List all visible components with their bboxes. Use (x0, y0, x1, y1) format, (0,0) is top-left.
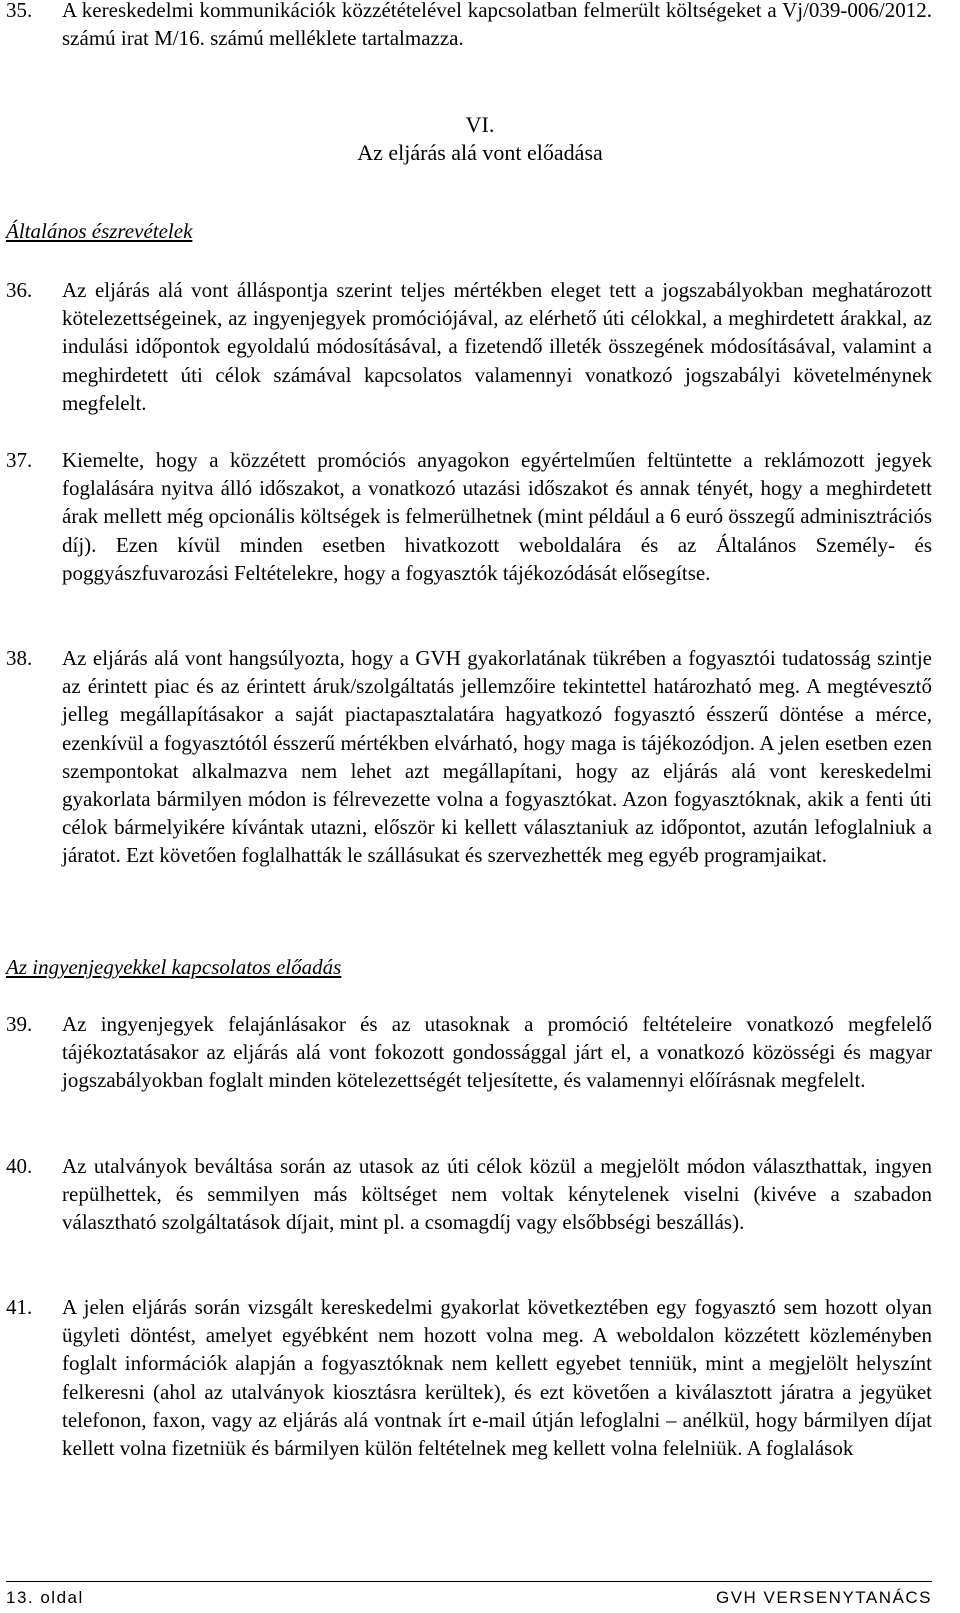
subheading-free-tickets: Az ingyenjegyekkel kapcsolatos előadás (6, 955, 342, 979)
section-title: Az eljárás alá vont előadása (357, 140, 603, 165)
subheading-general-remarks: Általános észrevételek (6, 219, 193, 243)
paragraph-37 (6, 446, 932, 587)
paragraph-36 (6, 276, 932, 417)
paragraph-number: 35. (6, 0, 33, 22)
paragraph-number: 38. (6, 646, 33, 670)
footer-divider (6, 1581, 932, 1582)
paragraph-41 (6, 1293, 932, 1462)
paragraph-text: Az eljárás alá vont álláspontja szerint teljes mértékben eleget tett a jogszabályokban meghatározott kötelezettségeinek, az ingyenjegyek promóciójával, az elérhető úti célokkal, a meghirdetett árakkal, az indulási időpontok egyoldalú módosításával, a fizetendő illeték összegének módosításával, valamint a meghirdetett úti célok számával kapcsolatos valamennyi vonatkozó jogszabályi követelménynek megfelelt. (62, 278, 932, 415)
paragraph-39 (6, 1010, 932, 1095)
paragraph-number: 37. (6, 448, 33, 472)
paragraph-40 (6, 1152, 932, 1237)
paragraph-text: Az utalványok beváltása során az utasok az úti célok közül a megjelölt módon választhattak, ingyen repülhettek, és semmilyen más költséget nem voltak kénytelenek viselni (kivéve a szabadon választható szolgáltatások díjait, mint pl. a csomagdíj vagy elsőbbségi beszállás). (62, 1154, 932, 1235)
section-number: VI. (465, 112, 495, 137)
paragraph-text: A jelen eljárás során vizsgált kereskedelmi gyakorlat következtében egy fogyasztó sem hozott olyan ügyleti döntést, amelyet egyébként nem hozott volna meg. A weboldalon közzétett közleményben foglalt információk alapján a fogyasztóknak nem kellett egyebet tenniük, mint a megjelölt helyszínt felkeresni (ahol az utalványok kiosztásra kerültek), és ezt követően a kiválasztott járatra a jegyüket telefonon, faxon, vagy az eljárás alá vontnak írt e-mail útján lefoglalni – anélkül, hogy bármilyen díjat kellett volna fizetniük és bármilyen külön feltételnek meg kellett volna felelniük. A foglalások (62, 1295, 932, 1461)
paragraph-35 (6, 0, 932, 52)
footer-organization: GVH VERSENYTANÁCS (715, 1588, 932, 1607)
paragraph-38 (6, 644, 932, 870)
paragraph-text: Kiemelte, hogy a közzétett promóciós anyagokon egyértelműen feltüntette a reklámozott jegyek foglalására nyitva álló időszakot, a vonatkozó utazási időszakot és annak tényét, hogy a meghirdetett árak mellett még opcionális költségek is felmerülhetnek (mint például a 6 euró összegű adminisztrációs díj). Ezen kívül minden esetben hivatkozott weboldalára és az Általános Személy- és poggyászfuvarozási Feltételekre, hogy a fogyasztók tájékozódását elősegítse. (62, 448, 932, 585)
paragraph-text: Az ingyenjegyek felajánlásakor és az utasoknak a promóció feltételeire vonatkozó megfelelő tájékoztatásakor az eljárás alá vont fokozott gondossággal járt el, a vonatkozó közösségi és magyar jogszabályokban foglalt minden kötelezettségét teljesítette, és valamennyi előírásnak megfelelt. (62, 1012, 932, 1093)
paragraph-text: A kereskedelmi kommunikációk közzétételével kapcsolatban felmerült költségeket a Vj/039-006/2012. számú irat M/16. számú melléklete tartalmazza. (62, 0, 932, 51)
paragraph-number: 40. (6, 1154, 33, 1178)
paragraph-text: Az eljárás alá vont hangsúlyozta, hogy a GVH gyakorlatának tükrében a fogyasztói tudatosság szintje az érintett piac és az érintett áruk/szolgáltatás jellemzőire tekintettel határozható meg. A megtévesztő jelleg megállapításakor a saját piactapasztalatára hagyatkozó fogyasztó ésszerű döntése a mérce, ezenkívül a fogyasztótól ésszerű mértékben elvárható, hogy maga is tájékozódjon. A jelen esetben ezen szempontokat alkalmazva nem lehet azt megállapítani, hogy az eljárás alá vont kereskedelmi gyakorlata bármilyen módon is félrevezette volna a fogyasztókat. Azon fogyasztóknak, akik a fenti úti célok bármelyikére kívántak utazni, először ki kellett választaniuk az időpontot, azután lefoglalniuk a járatot. Ezt követően foglalhatták le szállásukat és szervezhették meg egyéb programjaikat. (62, 646, 932, 868)
paragraph-number: 39. (6, 1012, 33, 1036)
footer-page-number: 13. oldal (6, 1588, 84, 1607)
paragraph-number: 36. (6, 278, 33, 302)
paragraph-number: 41. (6, 1295, 33, 1319)
